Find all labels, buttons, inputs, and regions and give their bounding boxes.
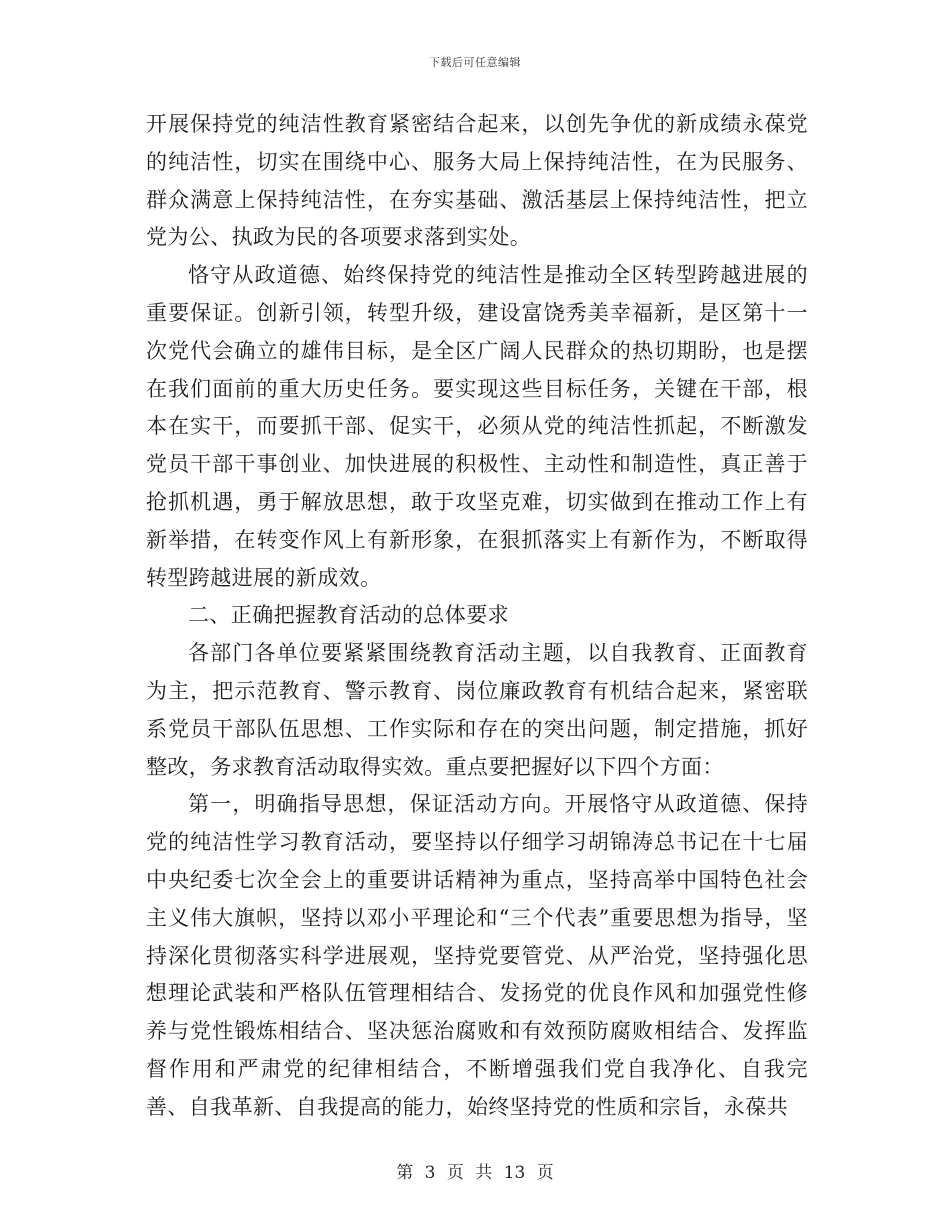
paragraph: 第一，明确指导思想，保证活动方向。开展恪守从政道德、保持党的纯洁性学习教育活动，要坚持以仔细学习胡锦涛总书记在十七届中央纪委七次全会上的重要讲话精神为重点，坚持高举中国特色社会主义伟大旗帜，坚持以邓小平理论和“三个代表”重要思想为指导，坚持深化贯彻落实科学进展观，坚持党要管党、从严治党，坚持强化思想理论武装和严格队伍管理相结合、发扬党的优良作风和加强党性修养与党性锻炼相结合、坚决惩治腐败和有效预防腐败相结合、发挥监督作用和严肃党的纪律相结合，不断增强我们党自我净化、自我完善、自我革新、自我提高的能力，始终坚持党的性质和宗旨，永葆共 [146,792,808,1119]
body-text [146,106,808,1127]
page-header: 下载后可任意编辑 [429,56,521,69]
page-footer: 第 3 页 共 13 页 [396,1163,554,1183]
section-heading: 二、正确把握教育活动的总体要求 [188,603,509,628]
paragraph: 各部门各单位要紧紧围绕教育活动主题，以自我教育、正面教育为主，把示范教育、警示教育、岗位廉政教育有机结合起来，紧密联系党员干部队伍思想、工作实际和存在的突出问题，制定措施，抓好整改，务求教育活动取得实效。重点要把握好以下四个方面： [146,641,808,779]
paragraph-continuation: 开展保持党的纯洁性教育紧密结合起来，以创先争优的新成绩永葆党的纯洁性，切实在围绕中心、服务大局上保持纯洁性，在为民服务、群众满意上保持纯洁性，在夯实基础、激活基层上保持纯洁性，把立党为公、执政为民的各项要求落到实处。 [146,112,808,250]
paragraph: 恪守从政道德、始终保持党的纯洁性是推动全区转型跨越进展的重要保证。创新引领，转型升级，建设富饶秀美幸福新，是区第十一次党代会确立的雄伟目标，是全区广阔人民群众的热切期盼，也是摆在我们面前的重大历史任务。要实现这些目标任务，关键在干部，根本在实干，而要抓干部、促实干，必须从党的纯洁性抓起，不断激发党员干部干事创业、加快进展的积极性、主动性和制造性，真正善于抢抓机遇，勇于解放思想，敢于攻坚克难，切实做到在推动工作上有新举措，在转变作风上有新形象，在狠抓落实上有新作为，不断取得转型跨越进展的新成效。 [146,263,808,590]
